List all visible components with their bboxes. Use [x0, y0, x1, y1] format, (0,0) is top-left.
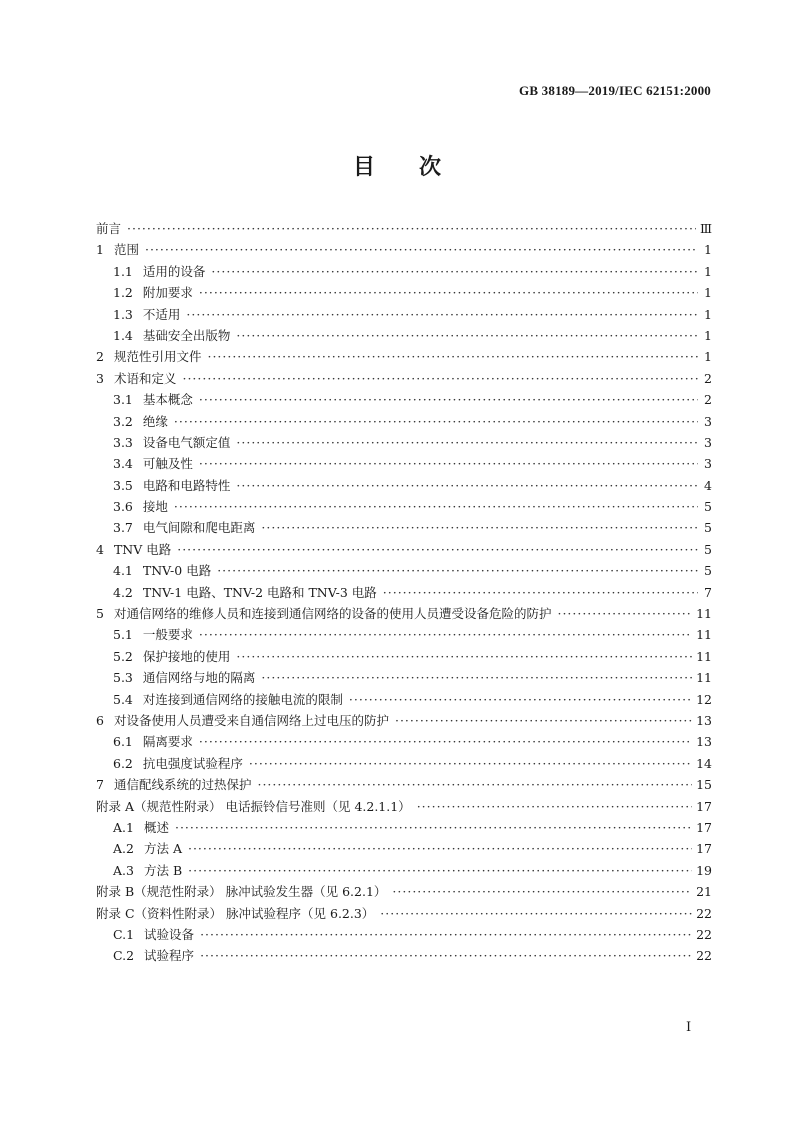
- toc-entry-title: TNV-0 电路: [142, 563, 212, 579]
- toc-leader-dots: [174, 499, 698, 514]
- toc-leader-dots: [127, 221, 696, 236]
- toc-entry[interactable]: [96, 390, 712, 411]
- toc-entry-number: 5.2: [113, 648, 133, 664]
- table-of-contents: [96, 219, 712, 968]
- toc-entry-title: TNV 电路: [113, 541, 172, 557]
- toc-entry-number: 5.1: [113, 627, 133, 643]
- toc-entry-number: 5.4: [113, 691, 133, 707]
- toc-entry-number: 3.3: [113, 434, 133, 450]
- toc-entry-page: 5: [704, 541, 712, 557]
- toc-leader-dots: [383, 585, 698, 600]
- toc-entry-number: 4.1: [113, 563, 133, 579]
- title-char-1: 目: [352, 154, 375, 180]
- toc-entry[interactable]: [96, 904, 712, 925]
- toc-entry-page: 15: [696, 777, 712, 793]
- toc-entry[interactable]: [96, 839, 712, 860]
- toc-entry-title: 抗电强度试验程序: [142, 755, 243, 771]
- toc-entry-number: 3.2: [113, 413, 133, 429]
- toc-entry[interactable]: [96, 647, 712, 668]
- toc-entry-number: 3: [96, 370, 104, 386]
- toc-entry[interactable]: [96, 497, 712, 518]
- toc-entry[interactable]: [96, 625, 712, 646]
- toc-entry-title: 对连接到通信网络的接触电流的限制: [142, 691, 343, 707]
- toc-entry[interactable]: [96, 797, 712, 818]
- toc-entry-page: 17: [696, 819, 712, 835]
- toc-leader-dots: [349, 692, 692, 707]
- toc-leader-dots: [199, 627, 692, 642]
- toc-entry[interactable]: [96, 925, 712, 946]
- toc-leader-dots: [145, 242, 698, 257]
- toc-entry-page: 22: [696, 948, 712, 964]
- toc-entry[interactable]: [96, 262, 712, 283]
- toc-leader-dots: [207, 349, 698, 364]
- toc-leader-dots: [186, 307, 698, 322]
- toc-entry-number: 6: [96, 712, 104, 728]
- toc-leader-dots: [200, 948, 692, 963]
- toc-entry-page: 1: [704, 349, 712, 365]
- toc-leader-dots: [236, 649, 692, 664]
- toc-leader-dots: [199, 456, 698, 471]
- toc-entry-number: 3.4: [113, 456, 133, 472]
- toc-entry-number: 5.3: [113, 670, 133, 686]
- toc-entry-title: 接地: [142, 499, 168, 515]
- toc-entry-page: 3: [704, 413, 712, 429]
- toc-entry-page: 17: [696, 798, 712, 814]
- toc-entry[interactable]: [96, 369, 712, 390]
- toc-leader-dots: [261, 670, 692, 685]
- toc-entry[interactable]: [96, 561, 712, 582]
- toc-entry[interactable]: [96, 454, 712, 475]
- toc-entry-page: 1: [704, 327, 712, 343]
- toc-entry-title: 电路和电路特性: [142, 477, 231, 493]
- toc-entry[interactable]: [96, 690, 712, 711]
- toc-leader-dots: [174, 414, 698, 429]
- toc-leader-dots: [261, 520, 698, 535]
- toc-entry-number: A.1: [113, 819, 134, 835]
- toc-leader-dots: [211, 264, 698, 279]
- toc-leader-dots: [199, 285, 698, 300]
- toc-entry-title: 可触及性: [142, 456, 193, 472]
- toc-entry-title: 概述: [143, 819, 169, 835]
- toc-entry-page: 1: [704, 306, 712, 322]
- toc-entry[interactable]: [96, 240, 712, 261]
- toc-entry-title: 绝缘: [142, 413, 168, 429]
- toc-leader-dots: [257, 777, 692, 792]
- toc-leader-dots: [417, 799, 692, 814]
- toc-entry-title: 规范性引用文件: [113, 349, 202, 365]
- toc-entry-title: 通信配线系统的过热保护: [113, 777, 252, 793]
- toc-entry-page: 11: [696, 627, 712, 643]
- toc-entry[interactable]: [96, 818, 712, 839]
- standard-code-header: GB 38189—2019/IEC 62151:2000: [519, 83, 711, 98]
- toc-entry-page: 3: [704, 456, 712, 472]
- toc-entry[interactable]: [96, 604, 712, 625]
- toc-leader-dots: [236, 478, 698, 493]
- toc-entry[interactable]: [96, 754, 712, 775]
- toc-leader-dots: [188, 841, 692, 856]
- toc-leader-dots: [395, 713, 692, 728]
- toc-entry-page: 11: [696, 648, 712, 664]
- toc-entry-number: 1.3: [113, 306, 133, 322]
- toc-entry-page: 14: [696, 755, 712, 771]
- toc-entry-title: 一般要求: [142, 627, 193, 643]
- toc-entry-number: 1.2: [113, 285, 133, 301]
- toc-leader-dots: [182, 371, 698, 386]
- toc-entry-page: 5: [704, 563, 712, 579]
- toc-entry-page: 7: [704, 584, 712, 600]
- toc-entry-page: 2: [704, 370, 712, 386]
- toc-entry-number: 3.1: [113, 392, 133, 408]
- toc-entry-title: 试验设备: [144, 926, 195, 942]
- toc-entry-page: 19: [696, 862, 712, 878]
- toc-entry-title: 保护接地的使用: [142, 648, 231, 664]
- toc-entry-page: 22: [696, 905, 712, 921]
- toc-entry-page: 1: [704, 285, 712, 301]
- toc-entry-title: 设备电气额定值: [142, 434, 231, 450]
- toc-entry-title: 试验程序: [144, 948, 195, 964]
- toc-entry-page: 13: [696, 734, 712, 750]
- toc-entry-number: 6.1: [113, 734, 133, 750]
- toc-entry[interactable]: [96, 732, 712, 753]
- toc-entry-title: 范围: [113, 242, 139, 258]
- toc-entry-number: 7: [96, 777, 104, 793]
- toc-leader-dots: [175, 820, 692, 835]
- toc-entry-page: 1: [704, 242, 712, 258]
- toc-entry-title: 基本概念: [142, 392, 193, 408]
- toc-entry[interactable]: [96, 476, 712, 497]
- toc-entry-number: 1.4: [113, 327, 133, 343]
- toc-leader-dots: [177, 542, 698, 557]
- toc-entry-title: 方法 B: [143, 862, 183, 878]
- toc-entry-page: 17: [696, 841, 712, 857]
- toc-leader-dots: [249, 756, 692, 771]
- toc-entry-page: 12: [696, 691, 712, 707]
- toc-entry-title: 附录 A（规范性附录） 电话振铃信号准则（见 4.2.1.1）: [96, 798, 411, 814]
- toc-leader-dots: [557, 606, 692, 621]
- toc-entry-number: A.2: [113, 841, 134, 857]
- toc-entry-number: 6.2: [113, 755, 133, 771]
- toc-entry-number: 2: [96, 349, 104, 365]
- toc-leader-dots: [199, 392, 698, 407]
- toc-entry[interactable]: [96, 347, 712, 368]
- page-title: [0, 150, 794, 181]
- toc-entry-title: 电气间隙和爬电距离: [142, 520, 256, 536]
- toc-leader-dots: [380, 906, 692, 921]
- toc-entry-page: 5: [704, 520, 712, 536]
- toc-entry-number: 1.1: [113, 263, 133, 279]
- toc-entry-number: 1: [96, 242, 104, 258]
- title-char-2: 次: [419, 154, 442, 180]
- toc-entry[interactable]: [96, 540, 712, 561]
- toc-entry[interactable]: [96, 283, 712, 304]
- toc-entry-title: 附录 B（规范性附录） 脉冲试验发生器（见 6.2.1）: [96, 884, 387, 900]
- toc-entry-title: 附加要求: [142, 285, 193, 301]
- toc-entry-page: 3: [704, 434, 712, 450]
- toc-entry-number: 3.5: [113, 477, 133, 493]
- toc-entry-title: 前言: [96, 221, 122, 236]
- toc-entry-number: 4.2: [113, 584, 133, 600]
- toc-entry-page: 21: [696, 884, 712, 900]
- toc-entry-number: A.3: [113, 862, 134, 878]
- toc-entry-page: 22: [696, 926, 712, 942]
- toc-entry[interactable]: [96, 412, 712, 433]
- toc-entry-title: 对设备使用人员遭受来自通信网络上过电压的防护: [113, 712, 389, 728]
- toc-entry-title: 附录 C（资料性附录） 脉冲试验程序（见 6.2.3）: [96, 905, 375, 921]
- toc-entry-title: TNV-1 电路、TNV-2 电路和 TNV-3 电路: [142, 584, 377, 600]
- toc-leader-dots: [392, 884, 692, 899]
- toc-entry[interactable]: [96, 946, 712, 967]
- toc-entry-page: 11: [696, 670, 712, 686]
- toc-entry-page: 2: [704, 392, 712, 408]
- toc-entry[interactable]: [96, 861, 712, 882]
- toc-entry-title: 对通信网络的维修人员和连接到通信网络的设备的使用人员遭受设备危险的防护: [113, 606, 552, 622]
- toc-entry-number: 3.7: [113, 520, 133, 536]
- toc-entry-number: 3.6: [113, 499, 133, 515]
- toc-entry-number: 4: [96, 541, 104, 557]
- toc-entry-page: 1: [704, 263, 712, 279]
- toc-entry-number: 5: [96, 606, 104, 622]
- toc-entry-title: 通信网络与地的隔离: [142, 670, 256, 686]
- toc-entry[interactable]: [96, 775, 712, 796]
- toc-entry-page: 13: [696, 712, 712, 728]
- toc-entry[interactable]: [96, 583, 712, 604]
- toc-entry-title: 不适用: [142, 306, 181, 322]
- toc-entry[interactable]: [96, 518, 712, 539]
- toc-leader-dots: [200, 927, 692, 942]
- toc-entry-page: 5: [704, 499, 712, 515]
- toc-entry-number: C.1: [113, 926, 135, 942]
- toc-leader-dots: [188, 863, 692, 878]
- toc-entry[interactable]: [96, 305, 712, 326]
- toc-leader-dots: [236, 328, 698, 343]
- toc-entry[interactable]: [96, 326, 712, 347]
- toc-entry[interactable]: [96, 219, 712, 240]
- toc-entry[interactable]: [96, 668, 712, 689]
- toc-entry-number: C.2: [113, 948, 135, 964]
- toc-entry-title: 基础安全出版物: [142, 327, 231, 343]
- toc-entry[interactable]: [96, 882, 712, 903]
- page-number: Ⅰ: [686, 1020, 692, 1035]
- toc-leader-dots: [236, 435, 698, 450]
- toc-leader-dots: [217, 563, 698, 578]
- toc-leader-dots: [199, 734, 692, 749]
- toc-entry-page: 4: [704, 477, 712, 493]
- toc-entry-title: 方法 A: [143, 841, 182, 857]
- toc-entry-page: Ⅲ: [699, 221, 712, 236]
- toc-entry-title: 术语和定义: [113, 370, 177, 386]
- toc-entry-title: 适用的设备: [142, 263, 206, 279]
- toc-entry-title: 隔离要求: [142, 734, 193, 750]
- toc-entry[interactable]: [96, 433, 712, 454]
- toc-entry-page: 11: [696, 606, 712, 622]
- toc-entry[interactable]: [96, 711, 712, 732]
